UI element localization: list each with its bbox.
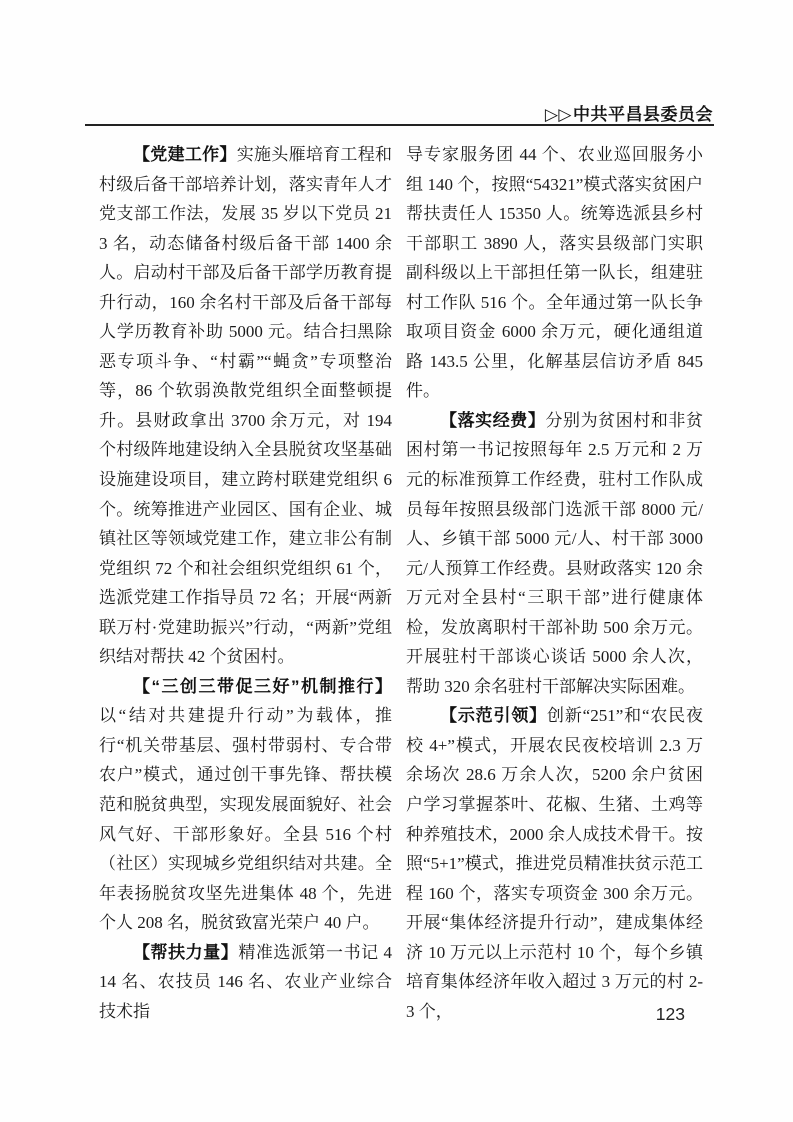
entry-paragraph-shifan [406,701,703,1026]
entry-paragraph-dangjian [99,140,392,672]
entry-text: 精准选派第一书记 414 名、农技员 146 名、农业产业综合技术指 [99,942,393,1021]
entry-text: 实施头雁培育工程和村级后备干部培养计划，落实青年人才党支部工作法，发展 35 岁以下党员 213 名，动态储备村级后备干部 1400 余人。启动村干部及后备干部学历教育提升行动，160 余名村干部及后备干部每人学历教育补助 5000 元。结合扫黑除恶专项斗争、“村霸”“蝇贪”专项整治等，86 个软弱涣散党组织全面整顿提升。县财政拿出 3700 余万元，对 194 个村级阵地建设纳入全县脱贫攻坚基础设施建设项目，建立跨村联建党组织 6 个。统筹推进产业园区、国有企业、城镇社区等领域党建工作，建立非公有制党组织 72 个和社会组织党组织 61 个，选派党建工作指导员 72 名；开展“两新联万村·党建助振兴”行动，“两新”党组织结对帮扶 42 个贫困村。 [99,145,393,667]
column-right [406,140,703,1026]
header-title: 中共平昌县委员会 [573,105,713,124]
entry-title: 【落实经费】 [440,410,546,430]
entry-title: 【党建工作】 [133,145,237,164]
entry-title: 【示范引领】 [440,706,548,726]
entry-paragraph-luoshi [406,406,703,701]
entry-text: 分别为贫困村和非贫困村第一书记按照每年 2.5 万元和 2 万元的标准预算工作经费，驻村工作队成员每年按照县级部门选派干部 8000 元/人、乡镇干部 5000 元/人、村干部 3000 元/人预算工作经费。县财政落实 120 余万元对全县村“三职干部”进行健康体检，发放离职村干部补助 500 余万元。开展驻村干部谈心谈话 5000 余人次，帮助 320 余名驻村干部解决实际困难。 [406,410,704,696]
entry-paragraph-sanchuang [99,672,392,938]
running-header [545,100,713,125]
text-columns [99,140,703,1026]
header-rule [85,124,714,126]
entry-text: 创新“251”和“农民夜校 4+”模式，开展农民夜校培训 2.3 万余场次 28.6 万余人次，5200 余户贫困户学习掌握茶叶、花椒、生猪、土鸡等种养殖技术，2000 余人成技术骨干。按照“5+1”模式，推进党员精准扶贫示范工程 160 个，落实专项资金 300 余万元。开展“集体经济提升行动”，建成集体经济 10 万元以上示范村 10 个，每个乡镇培育集体经济年收入超过 3 万元的村 2-3 个， [406,706,703,1021]
page-number: 123 [655,1004,685,1024]
entry-text: 导专家服务团 44 个、农业巡回服务小组 140 个，按照“54321”模式落实贫困户帮扶责任人 15350 人。统筹选派县乡村干部职工 3890 人，落实县级部门实职副科级以上干部担任第一队长，组建驻村工作队 516 个。全年通过第一队长争取项目资金 6000 余万元，硬化通组道路 143.5 公里，化解基层信访矛盾 845 件。 [406,145,703,401]
entry-title: 【“三创三带促三好”机制推行】 [133,676,392,696]
entry-paragraph-bangfu-continued [406,140,703,406]
entry-paragraph-bangfu [99,938,392,1027]
entry-text: 以“结对共建提升行动”为载体，推行“机关带基层、强村带弱村、专合带农户”模式，通过创干事先锋、帮扶模范和脱贫典型，实现发展面貌好、社会风气好、干部形象好。全县 516 个村（社区）实现城乡党组织结对共建。全年表扬脱贫攻坚先进集体 48 个，先进个人 208 名，脱贫致富光荣户 40 户。 [99,706,392,933]
entry-title: 【帮扶力量】 [133,942,239,962]
column-left [99,140,392,1026]
header-arrows-icon: ▷▷ [544,105,572,124]
